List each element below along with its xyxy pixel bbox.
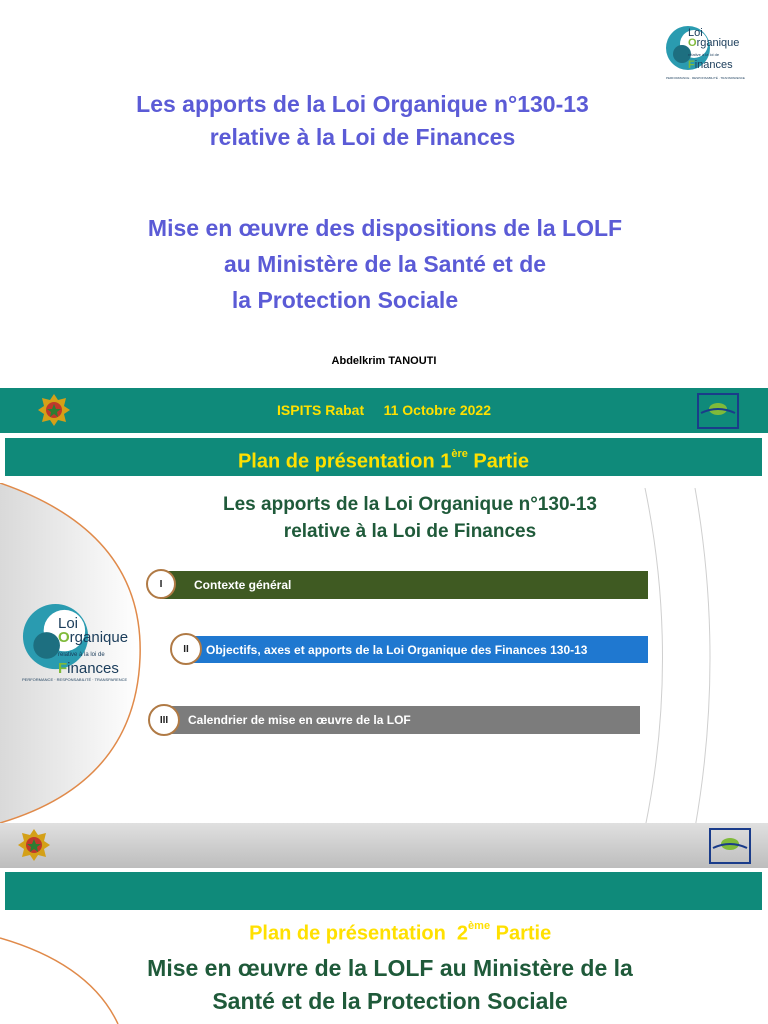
logo-inances: inances xyxy=(694,59,733,71)
author: Abdelkrim TANOUTI xyxy=(331,355,437,367)
plan-item-3-label: Calendrier de mise en œuvre de la LOF xyxy=(188,713,411,727)
plan-item-1-label: Contexte général xyxy=(194,578,292,592)
slide3-header-sup: ème xyxy=(468,920,491,932)
slide2-footer xyxy=(0,823,768,868)
decorative-arc-right xyxy=(640,488,730,828)
slide2-title-line1: Les apports de la Loi Organique n°130-13 xyxy=(223,494,597,515)
ministry-logo-icon xyxy=(697,393,739,429)
moroccan-emblem-icon-2 xyxy=(12,825,56,867)
slide2-header xyxy=(5,438,762,476)
logo-oi: oi xyxy=(694,27,703,39)
slide-3 xyxy=(0,868,768,1024)
slide-1 xyxy=(0,0,768,432)
plan-item-3-bar xyxy=(168,706,640,734)
slide3-title xyxy=(60,952,720,1018)
lof-logo xyxy=(664,24,760,80)
slide3-header-end: Partie xyxy=(490,922,552,945)
logo-l: L xyxy=(688,27,695,39)
slide3-title-line1: Mise en œuvre de la LOLF au Ministère de la xyxy=(147,955,633,981)
plan-item-2-bar xyxy=(184,636,648,663)
logo2-sub: relative à la loi de xyxy=(58,652,105,658)
slide1-title xyxy=(40,88,685,154)
slide2-title-line2: relative à la Loi de Finances xyxy=(283,521,537,542)
logo2-o: O xyxy=(58,629,70,646)
logo-sub: relative à la loi de xyxy=(688,52,720,57)
ministry-logo-icon-2 xyxy=(709,828,751,864)
slide1-subtitle-line2: au Ministère de la Santé et de xyxy=(223,251,547,277)
logo-rganique: rganique xyxy=(696,37,740,49)
slide3-header-main: Plan de présentation 2 xyxy=(249,922,469,945)
plan-item-3-number: III xyxy=(148,704,180,736)
slide2-title xyxy=(190,491,630,545)
slide1-title-line1: Les apports de la Loi Organique n°130-13 xyxy=(136,91,589,117)
slide1-subtitle-line3: la Protection Sociale xyxy=(231,287,459,313)
logo-o: O xyxy=(688,37,697,49)
logo2-l: L xyxy=(58,615,67,632)
slide3-header xyxy=(5,872,762,945)
logo2-rganique: rganique xyxy=(69,629,129,646)
logo2-inances: inances xyxy=(67,660,119,677)
slide1-footer-text: ISPITS Rabat 11 Octobre 2022 xyxy=(277,402,491,418)
slide2-header-end: Partie xyxy=(467,450,530,473)
slide2-header-sup: ère xyxy=(451,448,468,460)
plan-item-2-label: Objectifs, axes et apports de la Loi Organique des Finances 130-13 xyxy=(206,642,588,657)
logo2-f: F xyxy=(58,660,68,677)
slide1-subtitle-line1: Mise en œuvre des dispositions de la LOLF xyxy=(147,215,623,241)
logo-f: F xyxy=(688,59,695,71)
plan-item-1-bar xyxy=(160,571,648,599)
slide1-title-line2: relative à la Loi de Finances xyxy=(209,124,516,150)
logo-tagline: PERFORMANCE · RESPONSABILITÉ · TRANSPARENCE xyxy=(666,76,745,80)
logo2-oi: oi xyxy=(66,615,79,632)
slide2-lof-logo xyxy=(20,601,140,685)
plan-item-2-number: II xyxy=(170,633,202,665)
plan-item-1-number: I xyxy=(146,569,176,599)
slide1-footer xyxy=(0,388,768,433)
logo2-tagline: PERFORMANCE · RESPONSABILITÉ · TRANSPARENCE xyxy=(22,677,128,682)
slide1-subtitle xyxy=(60,210,710,318)
slide-2 xyxy=(0,433,768,868)
slide2-header-main: Plan de présentation 1 xyxy=(237,450,452,473)
slide3-title-line2: Santé et de la Protection Sociale xyxy=(212,988,568,1014)
